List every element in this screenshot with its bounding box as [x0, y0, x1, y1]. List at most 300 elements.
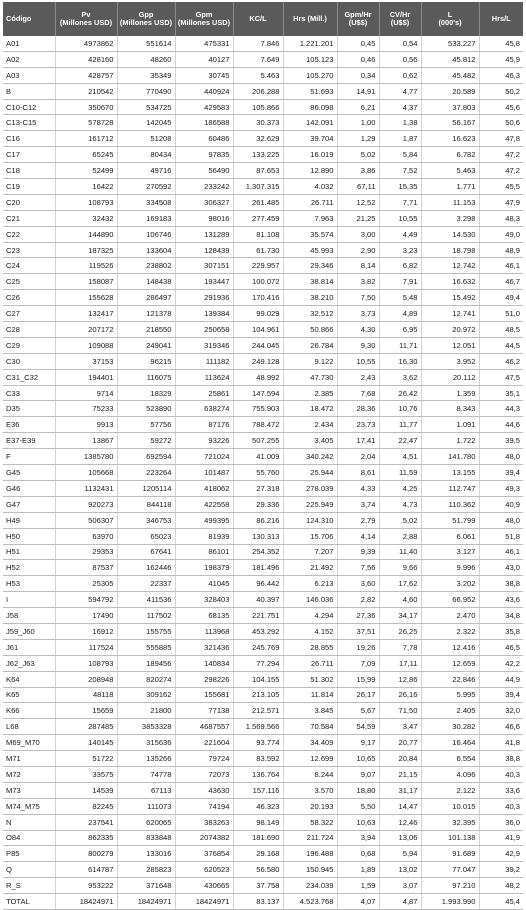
cell-kcl: 83.592 [233, 751, 283, 767]
cell-gpp: 820274 [117, 671, 175, 687]
cell-l: 22.846 [421, 671, 479, 687]
cell-cv-per-hr: 26,16 [379, 687, 421, 703]
cell-gpm: 79724 [175, 751, 233, 767]
cell-pv: 428757 [55, 67, 117, 83]
cell-l: 533.227 [421, 36, 479, 51]
cell-hrs: 12.699 [283, 751, 337, 767]
cell-gpm-per-hr: 10,55 [337, 353, 379, 369]
cell-hrs: 51.693 [283, 83, 337, 99]
cell-code: D35 [3, 401, 55, 417]
cell-gpm: 81939 [175, 528, 233, 544]
cell-hrs-per-l: 42,9 [479, 846, 523, 862]
cell-pv: 25305 [55, 576, 117, 592]
cell-l: 2.322 [421, 623, 479, 639]
cell-gpm: 721024 [175, 449, 233, 465]
table-row [3, 290, 523, 306]
column-header-gpp [117, 2, 175, 36]
table-row [3, 512, 523, 528]
cell-pv: 208948 [55, 671, 117, 687]
cell-hrs-per-l: 45,4 [479, 894, 523, 910]
table-row [3, 306, 523, 322]
cell-gpm: 101487 [175, 465, 233, 481]
cell-cv-per-hr: 7,52 [379, 163, 421, 179]
cell-l: 13.155 [421, 465, 479, 481]
cell-hrs-per-l: 46,6 [479, 719, 523, 735]
cell-hrs: 4.152 [283, 623, 337, 639]
table-row [3, 226, 523, 242]
cell-hrs-per-l: 45,8 [479, 36, 523, 51]
cell-gpm-per-hr: 3,82 [337, 274, 379, 290]
cell-hrs: 225.949 [283, 496, 337, 512]
cell-hrs-per-l: 49,4 [479, 290, 523, 306]
cell-gpm-per-hr: 4,14 [337, 528, 379, 544]
cell-hrs-per-l: 46,1 [479, 258, 523, 274]
cell-l: 16.464 [421, 735, 479, 751]
cell-pv: 108793 [55, 655, 117, 671]
cell-cv-per-hr: 3,62 [379, 369, 421, 385]
cell-gpm: 291936 [175, 290, 233, 306]
cell-gpm-per-hr: 54,59 [337, 719, 379, 735]
cell-kcl: 86.216 [233, 512, 283, 528]
cell-kcl: 229.957 [233, 258, 283, 274]
cell-cv-per-hr: 22,47 [379, 433, 421, 449]
cell-l: 141.780 [421, 449, 479, 465]
cell-hrs: 7.963 [283, 210, 337, 226]
cell-gpm: 77138 [175, 703, 233, 719]
cell-gpm: 97835 [175, 147, 233, 163]
cell-cv-per-hr: 3,07 [379, 878, 421, 894]
cell-pv: 161712 [55, 131, 117, 147]
cell-hrs-per-l: 44,5 [479, 337, 523, 353]
cell-cv-per-hr: 4,73 [379, 496, 421, 512]
cell-pv: 862335 [55, 830, 117, 846]
cell-code: H50 [3, 528, 55, 544]
cell-pv: 75233 [55, 401, 117, 417]
cell-l: 20.972 [421, 322, 479, 338]
cell-l: 5.995 [421, 687, 479, 703]
cell-l: 6.782 [421, 147, 479, 163]
cell-code: M73 [3, 782, 55, 798]
cell-gpm: 499395 [175, 512, 233, 528]
cell-pv: 17490 [55, 608, 117, 624]
cell-hrs-per-l: 48,5 [479, 322, 523, 338]
table-row [3, 608, 523, 624]
cell-hrs: 3.570 [283, 782, 337, 798]
cell-pv: 187325 [55, 242, 117, 258]
cell-hrs: 2.434 [283, 417, 337, 433]
cell-l: 16.632 [421, 274, 479, 290]
cell-gpm: 429583 [175, 99, 233, 115]
cell-cv-per-hr: 5,48 [379, 290, 421, 306]
cell-gpm-per-hr: 2,04 [337, 449, 379, 465]
cell-gpm: 111182 [175, 353, 233, 369]
cell-kcl: 98.149 [233, 814, 283, 830]
cell-cv-per-hr: 9,66 [379, 560, 421, 576]
cell-l: 91.689 [421, 846, 479, 862]
cell-code: C25 [3, 274, 55, 290]
cell-gpm: 30745 [175, 67, 233, 83]
column-header-pv [55, 2, 117, 36]
cell-pv: 87537 [55, 560, 117, 576]
table-row [3, 814, 523, 830]
cell-hrs-per-l: 46,1 [479, 544, 523, 560]
cell-kcl: 206.288 [233, 83, 283, 99]
cell-code: H49 [3, 512, 55, 528]
cell-hrs-per-l: 40,9 [479, 496, 523, 512]
cell-l: 1.993.990 [421, 894, 479, 910]
cell-kcl: 7.846 [233, 36, 283, 51]
cell-l: 32.395 [421, 814, 479, 830]
cell-gpm: 193447 [175, 274, 233, 290]
cell-gpm: 93226 [175, 433, 233, 449]
cell-hrs: 45.993 [283, 242, 337, 258]
cell-gpm-per-hr: 5,67 [337, 703, 379, 719]
column-header-title: Código [6, 13, 32, 23]
cell-l: 56.167 [421, 115, 479, 131]
cell-code: F [3, 449, 55, 465]
table-row [3, 369, 523, 385]
cell-gpp: 3853328 [117, 719, 175, 735]
cell-gpp: 48260 [117, 51, 175, 67]
cell-code: J61 [3, 639, 55, 655]
cell-gpp: 189456 [117, 655, 175, 671]
cell-gpp: 133604 [117, 242, 175, 258]
column-header-unit: (Millones USD) [177, 18, 231, 27]
column-header-title: Hrs/L [491, 13, 511, 23]
cell-pv: 16422 [55, 179, 117, 195]
cell-code: TOTAL [3, 894, 55, 910]
cell-pv: 105668 [55, 465, 117, 481]
column-header-hrs [283, 2, 337, 36]
cell-gpp: 346753 [117, 512, 175, 528]
table-row [3, 528, 523, 544]
cell-l: 110.362 [421, 496, 479, 512]
table-row [3, 592, 523, 608]
cell-gpm: 86101 [175, 544, 233, 560]
cell-gpm: 25861 [175, 385, 233, 401]
cell-gpm-per-hr: 67,11 [337, 179, 379, 195]
cell-hrs-per-l: 49,3 [479, 480, 523, 496]
cell-hrs-per-l: 47,8 [479, 131, 523, 147]
cell-cv-per-hr: 26,25 [379, 623, 421, 639]
cell-l: 12.742 [421, 258, 479, 274]
cell-hrs: 34.409 [283, 735, 337, 751]
cell-code: C10-C12 [3, 99, 55, 115]
cell-gpm-per-hr: 27,36 [337, 608, 379, 624]
cell-code: C27 [3, 306, 55, 322]
cell-code: C23 [3, 242, 55, 258]
cell-hrs: 16.019 [283, 147, 337, 163]
cell-kcl: 30.373 [233, 115, 283, 131]
cell-l: 2.405 [421, 703, 479, 719]
cell-gpp: 18329 [117, 385, 175, 401]
cell-kcl: 55.760 [233, 465, 283, 481]
cell-gpm-per-hr: 1,59 [337, 878, 379, 894]
cell-gpp: 223264 [117, 465, 175, 481]
cell-gpp: 148438 [117, 274, 175, 290]
cell-cv-per-hr: 11,40 [379, 544, 421, 560]
cell-gpp: 270592 [117, 179, 175, 195]
cell-pv: 4973862 [55, 36, 117, 51]
cell-gpm: 319346 [175, 337, 233, 353]
cell-gpm-per-hr: 3,74 [337, 496, 379, 512]
cell-gpm: 475331 [175, 36, 233, 51]
cell-kcl: 105.866 [233, 99, 283, 115]
cell-hrs-per-l: 48,0 [479, 512, 523, 528]
cell-kcl: 181.496 [233, 560, 283, 576]
cell-cv-per-hr: 0,62 [379, 67, 421, 83]
cell-kcl: 249.128 [233, 353, 283, 369]
cell-kcl: 96.442 [233, 576, 283, 592]
cell-code: C19 [3, 179, 55, 195]
cell-l: 45.812 [421, 51, 479, 67]
cell-l: 1.359 [421, 385, 479, 401]
table-row [3, 242, 523, 258]
cell-gpp: 67641 [117, 544, 175, 560]
cell-hrs: 142.091 [283, 115, 337, 131]
cell-kcl: 93.774 [233, 735, 283, 751]
cell-kcl: 147.594 [233, 385, 283, 401]
table-row [3, 687, 523, 703]
cell-pv: 13867 [55, 433, 117, 449]
column-header-unit: (Millones USD) [59, 18, 113, 27]
cell-hrs: 26.711 [283, 655, 337, 671]
cell-pv: 82245 [55, 798, 117, 814]
cell-code: C24 [3, 258, 55, 274]
cell-l: 3.952 [421, 353, 479, 369]
cell-hrs-per-l: 45,6 [479, 99, 523, 115]
cell-l: 20.112 [421, 369, 479, 385]
cell-gpm-per-hr: 2,79 [337, 512, 379, 528]
cell-hrs-per-l: 40,3 [479, 766, 523, 782]
table-row [3, 830, 523, 846]
cell-gpp: 155755 [117, 623, 175, 639]
cell-kcl: 104.961 [233, 322, 283, 338]
cell-code: E36 [3, 417, 55, 433]
table-row [3, 322, 523, 338]
cell-cv-per-hr: 15,35 [379, 179, 421, 195]
cell-kcl: 29.336 [233, 496, 283, 512]
cell-code: M74_M75 [3, 798, 55, 814]
column-header-l [421, 2, 479, 36]
cell-gpp: 315636 [117, 735, 175, 751]
cell-hrs: 26.711 [283, 194, 337, 210]
cell-l: 1.771 [421, 179, 479, 195]
cell-hrs: 340.242 [283, 449, 337, 465]
cell-gpm-per-hr: 7,50 [337, 290, 379, 306]
column-header-unit: (000's) [438, 18, 462, 27]
cell-l: 4.096 [421, 766, 479, 782]
cell-cv-per-hr: 3,23 [379, 242, 421, 258]
cell-gpm: 131289 [175, 226, 233, 242]
cell-kcl: 5.463 [233, 67, 283, 83]
cell-gpp: 249041 [117, 337, 175, 353]
column-header-title: Gpp [138, 9, 154, 19]
cell-kcl: 87.653 [233, 163, 283, 179]
cell-hrs-per-l: 46,7 [479, 274, 523, 290]
cell-kcl: 788.472 [233, 417, 283, 433]
cell-cv-per-hr: 1,38 [379, 115, 421, 131]
cell-gpp: 65023 [117, 528, 175, 544]
cell-kcl: 245.769 [233, 639, 283, 655]
cell-gpm: 638274 [175, 401, 233, 417]
cell-gpm-per-hr: 0,45 [337, 36, 379, 51]
cell-hrs-per-l: 50,2 [479, 83, 523, 99]
cell-hrs: 26.784 [283, 337, 337, 353]
cell-gpm-per-hr: 4,30 [337, 322, 379, 338]
cell-gpm-per-hr: 8,14 [337, 258, 379, 274]
cell-gpp: 169183 [117, 210, 175, 226]
cell-gpp: 21800 [117, 703, 175, 719]
cell-kcl: 212.571 [233, 703, 283, 719]
cell-gpm: 98016 [175, 210, 233, 226]
cell-gpm: 56490 [175, 163, 233, 179]
table-row [3, 560, 523, 576]
column-header-code [3, 2, 55, 36]
cell-gpp: 844118 [117, 496, 175, 512]
cell-pv: 207172 [55, 322, 117, 338]
cell-cv-per-hr: 13,02 [379, 862, 421, 878]
cell-hrs-per-l: 43,0 [479, 560, 523, 576]
cell-l: 12.416 [421, 639, 479, 655]
cell-cv-per-hr: 0,54 [379, 36, 421, 51]
cell-cv-per-hr: 11,59 [379, 465, 421, 481]
column-header-title: KC/L [249, 13, 267, 23]
cell-gpm-per-hr: 0,46 [337, 51, 379, 67]
column-header-gpm-per-hr [337, 2, 379, 36]
cell-code: A03 [3, 67, 55, 83]
cell-gpm-per-hr: 1,89 [337, 862, 379, 878]
table-body [3, 36, 523, 909]
cell-gpm-per-hr: 8,61 [337, 465, 379, 481]
cell-gpp: 22337 [117, 576, 175, 592]
cell-hrs-per-l: 36,0 [479, 814, 523, 830]
table-row [3, 576, 523, 592]
cell-code: C31_C32 [3, 369, 55, 385]
cell-hrs: 3.405 [283, 433, 337, 449]
cell-cv-per-hr: 17,11 [379, 655, 421, 671]
cell-cv-per-hr: 5,84 [379, 147, 421, 163]
table-row [3, 385, 523, 401]
cell-hrs-per-l: 44,3 [479, 401, 523, 417]
cell-gpp: 57756 [117, 417, 175, 433]
cell-gpm-per-hr: 7,68 [337, 385, 379, 401]
cell-hrs: 124.310 [283, 512, 337, 528]
column-header-title: Gpm/Hr [344, 9, 372, 19]
cell-gpm: 18424971 [175, 894, 233, 910]
column-header-kcl [233, 2, 283, 36]
table-row [3, 163, 523, 179]
table-row [3, 449, 523, 465]
cell-gpm-per-hr: 10,63 [337, 814, 379, 830]
column-header-title: Pv [81, 9, 91, 19]
cell-code: P85 [3, 846, 55, 862]
cell-cv-per-hr: 4,49 [379, 226, 421, 242]
cell-gpp: 162446 [117, 560, 175, 576]
column-header-unit: (Millones USD) [119, 18, 173, 27]
column-header-cv-per-hr [379, 2, 421, 36]
cell-hrs-per-l: 35,1 [479, 385, 523, 401]
cell-cv-per-hr: 4,89 [379, 306, 421, 322]
cell-code: E37-E39 [3, 433, 55, 449]
cell-l: 8.343 [421, 401, 479, 417]
table-row [3, 115, 523, 131]
cell-gpm-per-hr: 4,07 [337, 894, 379, 910]
table-row [3, 623, 523, 639]
cell-pv: 132417 [55, 306, 117, 322]
cell-hrs-per-l: 45,9 [479, 51, 523, 67]
cell-l: 66.952 [421, 592, 479, 608]
cell-gpm-per-hr: 7,56 [337, 560, 379, 576]
cell-l: 101.138 [421, 830, 479, 846]
table-row [3, 258, 523, 274]
cell-gpm-per-hr: 3,60 [337, 576, 379, 592]
table-row [3, 194, 523, 210]
cell-kcl: 181.690 [233, 830, 283, 846]
cell-gpp: 106746 [117, 226, 175, 242]
cell-hrs: 28.855 [283, 639, 337, 655]
table-row [3, 782, 523, 798]
cell-kcl: 453.292 [233, 623, 283, 639]
cell-hrs-per-l: 51,8 [479, 528, 523, 544]
cell-cv-per-hr: 2,88 [379, 528, 421, 544]
column-header-unit: (U$$) [390, 18, 410, 27]
cell-cv-per-hr: 34,17 [379, 608, 421, 624]
cell-kcl: 41.009 [233, 449, 283, 465]
cell-hrs: 3.845 [283, 703, 337, 719]
cell-pv: 594792 [55, 592, 117, 608]
cell-gpm: 221604 [175, 735, 233, 751]
cell-gpm: 298226 [175, 671, 233, 687]
column-header-title: CV/Hr [389, 9, 411, 19]
cell-hrs-per-l: 44,6 [479, 417, 523, 433]
cell-hrs: 47.730 [283, 369, 337, 385]
cell-code: O84 [3, 830, 55, 846]
cell-l: 1.722 [421, 433, 479, 449]
cell-gpm-per-hr: 10,65 [337, 751, 379, 767]
cell-kcl: 157.116 [233, 782, 283, 798]
cell-hrs-per-l: 44,9 [479, 671, 523, 687]
cell-hrs: 105.270 [283, 67, 337, 83]
cell-kcl: 221.751 [233, 608, 283, 624]
cell-code: C20 [3, 194, 55, 210]
cell-l: 16.623 [421, 131, 479, 147]
cell-gpp: 74778 [117, 766, 175, 782]
cell-hrs: 146.036 [283, 592, 337, 608]
cell-hrs-per-l: 40,3 [479, 798, 523, 814]
cell-pv: 119526 [55, 258, 117, 274]
cell-kcl: 29.168 [233, 846, 283, 862]
cell-pv: 350670 [55, 99, 117, 115]
cell-gpm: 139384 [175, 306, 233, 322]
cell-hrs: 15.706 [283, 528, 337, 544]
cell-code: C18 [3, 163, 55, 179]
cell-kcl: 170.416 [233, 290, 283, 306]
cell-hrs-per-l: 48,9 [479, 242, 523, 258]
cell-gpp: 770490 [117, 83, 175, 99]
table-row [3, 99, 523, 115]
cell-gpm-per-hr: 2,90 [337, 242, 379, 258]
table-row [3, 51, 523, 67]
cell-hrs-per-l: 41,8 [479, 735, 523, 751]
cell-cv-per-hr: 10,55 [379, 210, 421, 226]
cell-hrs-per-l: 39,4 [479, 687, 523, 703]
cell-gpm: 376854 [175, 846, 233, 862]
cell-gpp: 238802 [117, 258, 175, 274]
cell-hrs-per-l: 51,0 [479, 306, 523, 322]
cell-hrs-per-l: 39,5 [479, 433, 523, 449]
cell-cv-per-hr: 12,86 [379, 671, 421, 687]
